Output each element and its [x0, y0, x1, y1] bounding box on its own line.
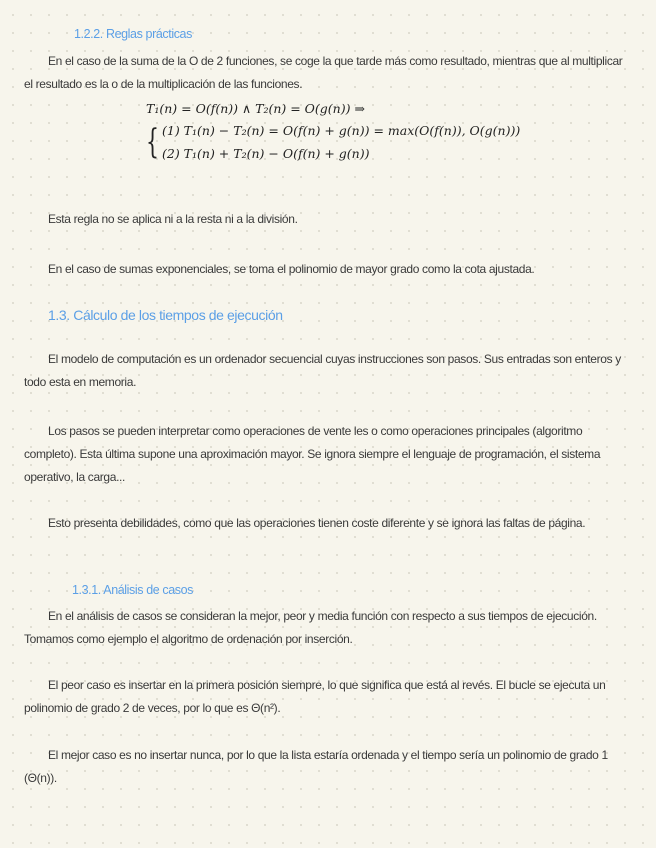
formula-rule-2: (2) T₁(n) + T₂(n) − O(f(n) + g(n)): [162, 146, 370, 161]
paragraph-analisis-casos: En el análisis de casos se consideran la mejor, peor y media función con respecto a sus tiempos de ejecución. Tomamos como ejemplo el algoritmo de ordenación por inserción.: [24, 609, 597, 646]
paragraph-regla-no-aplica: Esta regla no se aplica ni a la resta ni a la división.: [48, 212, 298, 226]
formula-rule-1: (1) T₁(n) − T₂(n) = O(f(n) + g(n)) = max(O(f(n)), O(g(n))): [162, 123, 521, 138]
paragraph-peor-caso: El peor caso es insertar en la primera posición siempre, lo que significa que está al revés. El bucle se ejecuta un polinomio de grado 2 de veces, por lo que es Θ(n²).: [24, 678, 606, 715]
paragraph-pasos: Los pasos se pueden interpretar como operaciones de vente les o como operaciones principales (algoritmo completo). Esta última supone una aproximación mayor. Se ignora siempre el lenguaje de programación, el sistema operativo, la carga...: [24, 424, 601, 484]
paragraph-suma-multiplicacion: En el caso de la suma de la O de 2 funciones, se coge la que tarde más como resultado, mientras que al multiplicar el resultado es la o de la multiplicación de las funciones.: [24, 54, 623, 91]
heading-reglas-practicas: 1.2.2. Reglas prácticas: [74, 27, 192, 41]
heading-calculo-tiempos: 1.3. Cálculo de los tiempos de ejecución: [48, 307, 283, 323]
formula-brace: {: [146, 122, 159, 162]
paragraph-mejor-caso: El mejor caso es no insertar nunca, por lo que la lista estaría ordenada y el tiempo sería un polinomio de grado 1 (Θ(n)).: [24, 748, 608, 785]
heading-analisis-casos: 1.3.1. Análisis de casos: [72, 583, 194, 597]
paragraph-debilidades: Esto presenta debilidades, como que las operaciones tienen coste diferente y se ignora las faltas de página.: [48, 516, 586, 530]
paragraph-sumas-exponenciales: En el caso de sumas exponenciales, se toma el polinomio de mayor grado como la cota ajustada.: [48, 262, 535, 276]
paragraph-modelo-computacion: El modelo de computación es un ordenador secuencial cuyas instrucciones son pasos. Sus entradas son enteros y todo esta en memoria.: [24, 352, 621, 389]
formula-premise: T₁(n) = O(f(n)) ∧ T₂(n) = O(g(n)) ⇒: [146, 101, 365, 116]
